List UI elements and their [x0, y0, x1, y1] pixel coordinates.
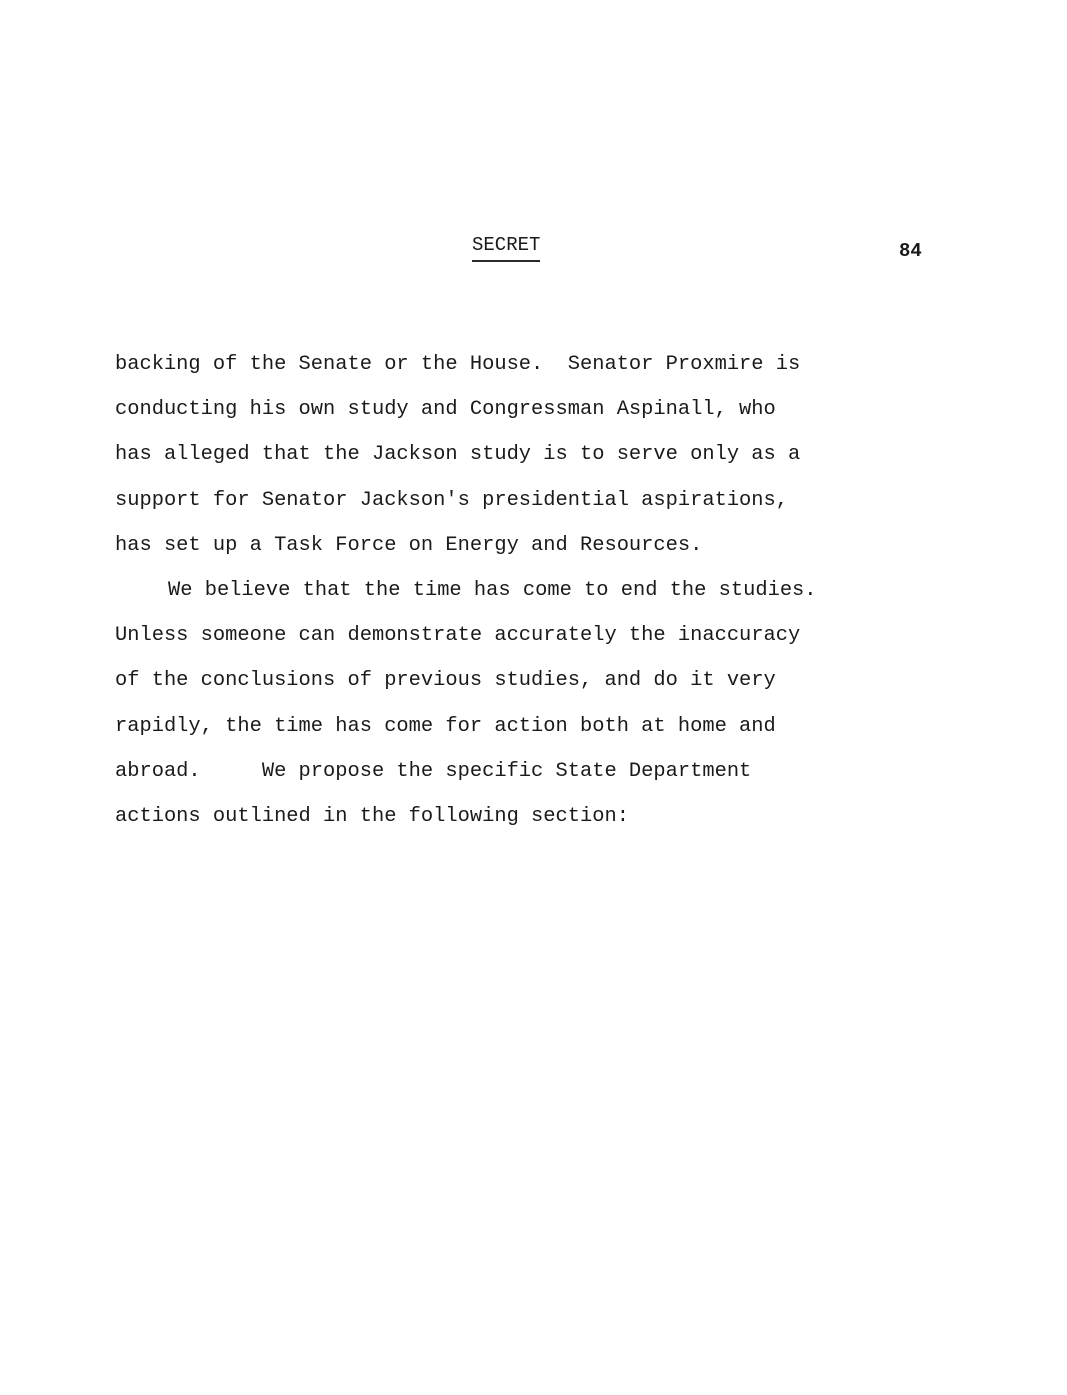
text-line: has alleged that the Jackson study is to serve only as a — [115, 443, 801, 467]
paragraph-first-line: We believe that the time has come to end the studies. — [168, 578, 817, 602]
text-line: actions outlined in the following section: — [115, 804, 629, 828]
text-line: has set up a Task Force on Energy and Resources. — [115, 533, 703, 557]
text-line: Unless someone can demonstrate accurately the inaccuracy — [115, 624, 801, 648]
text-line: support for Senator Jackson's presidential aspirations, — [115, 488, 789, 512]
text-line: backing of the Senate or the House. Senator Proxmire is — [115, 353, 801, 376]
text-line: abroad. We propose the specific State Department — [115, 759, 752, 783]
text-line: conducting his own study and Congressman Aspinall, who — [115, 398, 776, 422]
classification-marking: SECRET — [472, 234, 540, 262]
page-number: 84 — [899, 240, 922, 262]
body-text — [115, 342, 915, 839]
text-line: rapidly, the time has come for action both at home and — [115, 714, 776, 738]
text-line: of the conclusions of previous studies, and do it very — [115, 669, 776, 693]
